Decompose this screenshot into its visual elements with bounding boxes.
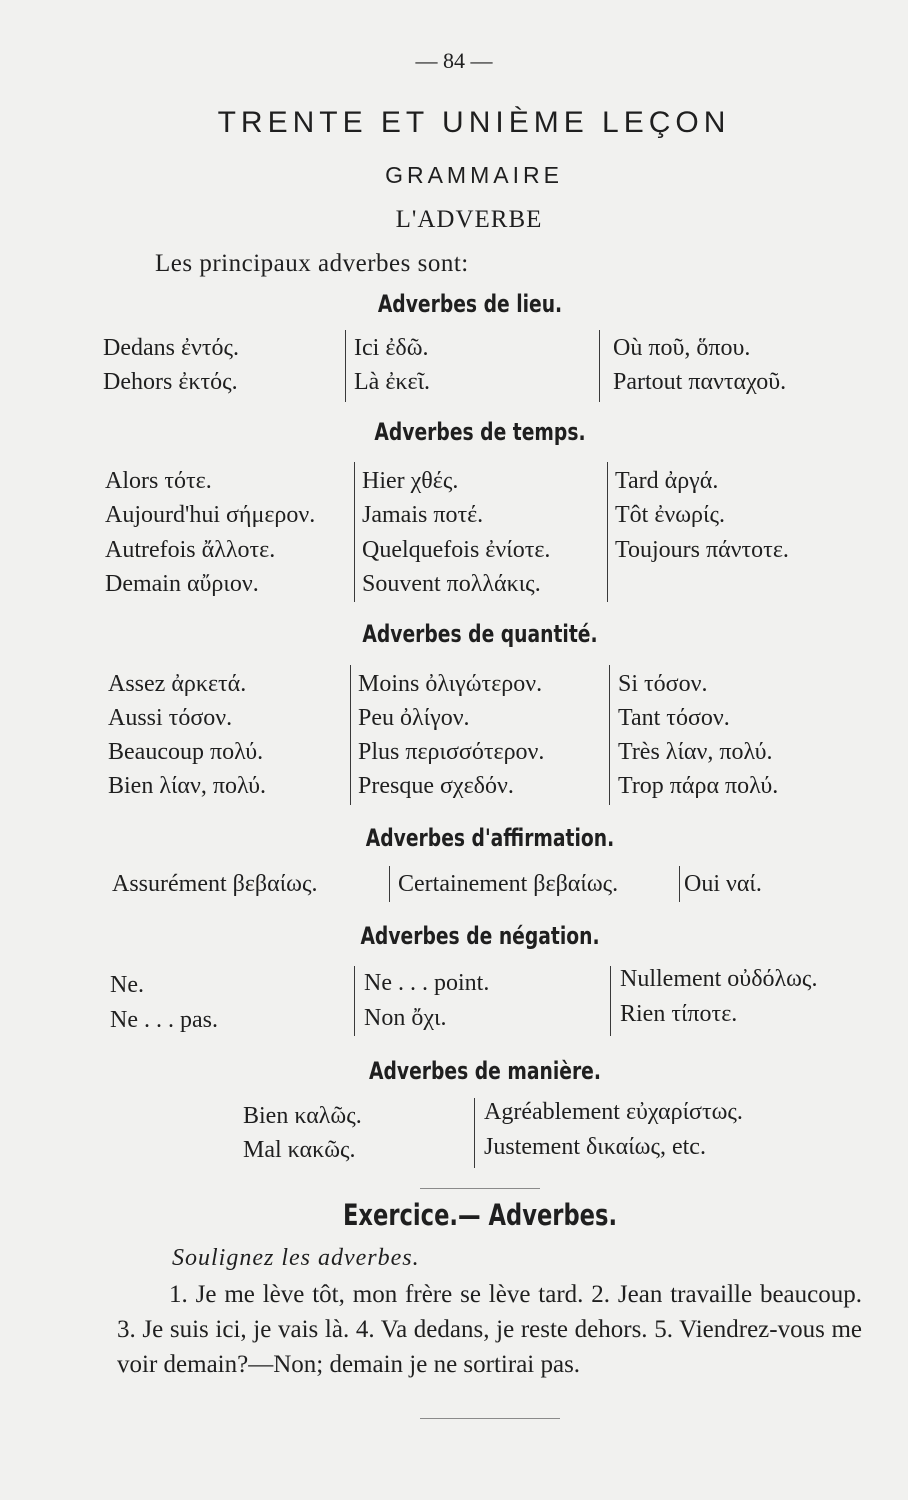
lesson-title: TRENTE ET UNIÈME LEÇON [217, 106, 731, 139]
exercise-instruction: Soulignez les adverbes. [172, 1245, 420, 1271]
column-divider [354, 462, 355, 602]
heading-maniere: Adverbes de manière. [368, 1057, 602, 1085]
intro-text: Les principaux adverbes sont: [155, 250, 469, 277]
quantite-col1-item: Assez ἀρκετά. [108, 671, 247, 697]
lieu-col1-item: Dedans ἐντός. [103, 335, 240, 361]
heading-negation: Adverbes de négation. [360, 922, 600, 950]
heading-lieu: Adverbes de lieu. [377, 290, 563, 318]
affirmation-item: Certainement βεβαίως. [398, 871, 619, 897]
maniere-col1-item: Bien καλῶς. [243, 1103, 362, 1129]
column-divider [607, 462, 608, 602]
column-divider [389, 866, 390, 902]
lieu-col2-item: Là ἐκεῖ. [354, 369, 431, 395]
column-divider [474, 1098, 475, 1168]
lieu-col3-item: Partout πανταχοῦ. [613, 369, 787, 395]
temps-col1-item: Alors τότε. [105, 468, 212, 494]
temps-col2-item: Quelquefois ἐνίοτε. [362, 537, 551, 563]
maniere-col1-item: Mal κακῶς. [243, 1137, 356, 1163]
column-divider [599, 330, 600, 402]
heading-temps: Adverbes de temps. [374, 418, 586, 446]
negation-col2-item: Non ὄχι. [364, 1005, 447, 1031]
negation-col3-item: Nullement οὐδόλως. [620, 966, 818, 992]
column-divider [354, 966, 355, 1036]
quantite-col3-item: Tant τόσον. [618, 705, 730, 731]
maniere-col2-item: Justement δικαίως, etc. [484, 1134, 706, 1160]
temps-col2-item: Souvent πολλάκις. [362, 571, 541, 597]
affirmation-item: Oui ναί. [684, 871, 762, 897]
column-divider [609, 665, 610, 805]
lieu-col2-item: Ici ἐδῶ. [354, 335, 429, 361]
negation-col1-item: Ne . . . pas. [110, 1007, 218, 1033]
lieu-col3-item: Où ποῦ, ὅπου. [613, 335, 751, 361]
temps-col1-item: Autrefois ἄλλοτε. [105, 537, 276, 563]
subject-title: L'ADVERBE [395, 206, 543, 233]
quantite-col2-item: Moins ὀλιγώτερον. [358, 671, 543, 697]
quantite-col2-item: Plus περισσότερον. [358, 739, 545, 765]
quantite-col2-item: Peu ὀλίγον. [358, 705, 470, 731]
exercise-title: Exercice.— Adverbes. [342, 1198, 618, 1232]
temps-col3-item: Toujours πάντοτε. [615, 537, 789, 563]
heading-affirmation: Adverbes d'affirmation. [365, 824, 615, 852]
temps-col3-item: Tôt ἐνωρίς. [615, 502, 725, 528]
quantite-col3-item: Très λίαν, πολύ. [618, 739, 773, 765]
maniere-col2-item: Agréablement εὐχαρίστως. [484, 1099, 743, 1125]
exercise-text: 1. Je me lève tôt, mon frère se lève tard. 2. Jean travaille beaucoup. 3. Je suis ici, je vais là. 4. Va dedans, je reste dehors. 5. Viendrez-vous me voir demain?—Non; demain je ne sortirai pas. [117, 1281, 862, 1378]
affirmation-item: Assurément βεβαίως. [112, 871, 318, 897]
temps-col2-item: Jamais ποτέ. [362, 502, 484, 528]
end-rule [420, 1418, 560, 1419]
temps-col1-item: Demain αὔριον. [105, 571, 259, 597]
column-divider [610, 966, 611, 1036]
heading-quantite: Adverbes de quantité. [362, 620, 598, 648]
temps-col1-item: Aujourd'hui σήμερον. [105, 502, 316, 528]
column-divider [350, 665, 351, 805]
column-divider [679, 866, 680, 902]
quantite-col3-item: Si τόσον. [618, 671, 708, 697]
negation-col1-item: Ne. [110, 972, 144, 998]
temps-col3-item: Tard ἀργά. [615, 468, 719, 494]
section-title: GRAMMAIRE [385, 162, 563, 188]
quantite-col1-item: Bien λίαν, πολύ. [108, 773, 267, 799]
quantite-col3-item: Trop πάρα πολύ. [618, 773, 779, 799]
lieu-col1-item: Dehors ἐκτός. [103, 369, 238, 395]
quantite-col1-item: Aussi τόσον. [108, 705, 233, 731]
separator-rule [420, 1188, 540, 1189]
column-divider [345, 330, 346, 402]
page-number: — 84 — [415, 48, 493, 73]
quantite-col1-item: Beaucoup πολύ. [108, 739, 264, 765]
negation-col3-item: Rien τίποτε. [620, 1001, 738, 1027]
negation-col2-item: Ne . . . point. [364, 970, 490, 996]
temps-col2-item: Hier χθές. [362, 468, 459, 494]
quantite-col2-item: Presque σχεδόν. [358, 773, 514, 799]
